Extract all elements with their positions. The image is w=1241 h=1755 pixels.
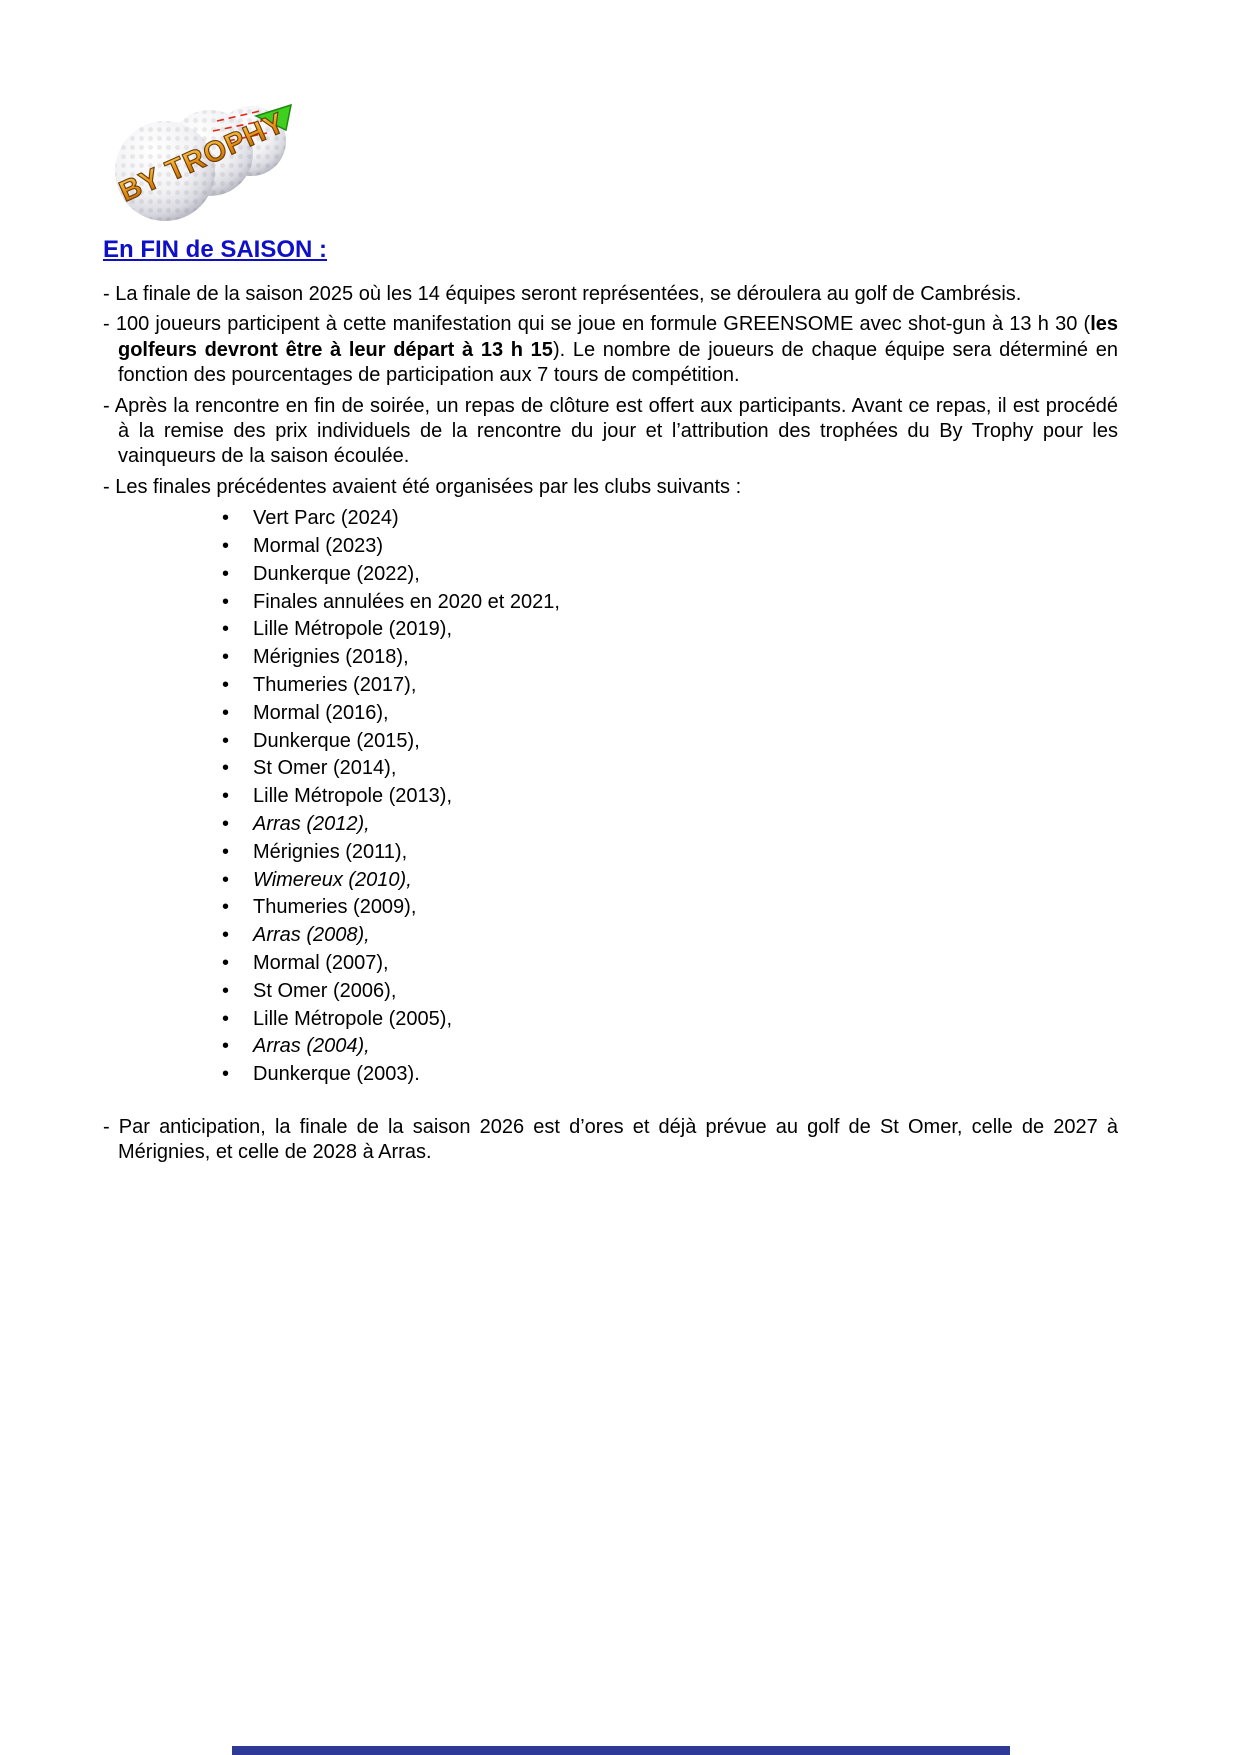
list-item-label: Lille Métropole (2005),: [253, 1007, 452, 1030]
list-item-label: Mormal (2007),: [253, 952, 389, 974]
list-item: [222, 755, 1118, 783]
bullet-icon: •: [222, 896, 230, 919]
list-item: [222, 783, 1118, 811]
list-item-label: St Omer (2006),: [253, 979, 397, 1002]
bullet-icon: •: [222, 674, 230, 697]
document-content: [103, 236, 1118, 1171]
text-run: - La finale de la saison 2025 où les 14 équipes seront représentées, se déroulera au golf de Cambrésis.: [103, 283, 1022, 305]
list-item-label: Arras (2012),: [253, 813, 370, 836]
list-item: [222, 894, 1118, 922]
bullet-icon: •: [222, 1063, 230, 1086]
text-run: - Les finales précédentes avaient été organisées par les clubs suivants :: [103, 475, 742, 498]
text-run: les golfeurs devront être à leur départ à 13 h 15: [118, 313, 1118, 361]
bullet-icon: •: [222, 757, 230, 780]
list-item-label: Dunkerque (2022),: [253, 562, 420, 585]
list-item: [222, 561, 1118, 589]
bullet-icon: •: [222, 785, 230, 808]
list-item: [222, 644, 1118, 672]
list-item-label: Thumeries (2009),: [253, 896, 417, 919]
text-run: - Par anticipation, la finale de la saison 2026 est d’ores et déjà prévue au golf de St Omer, celle de 2027 à Mérignies, et celle de 2028 à Arras.: [103, 1115, 1118, 1164]
list-item: [222, 505, 1118, 533]
bottom-bar: [232, 1746, 1010, 1755]
list-item: [222, 950, 1118, 978]
list-item-label: Vert Parc (2024): [253, 507, 399, 530]
text-run: - Après la rencontre en fin de soirée, un repas de clôture est offert aux participants. Avant ce repas, il est procédé à la remise des prix individuels de la rencontre du jour et l’attribution des trophées du By Trophy pour les vainqueurs de la saison écoulée.: [103, 394, 1118, 468]
by-trophy-logo: [110, 98, 296, 222]
bullet-icon: •: [222, 562, 230, 585]
logo-text: BY TROPHY: [114, 106, 291, 209]
paragraph-finales-precedentes: [103, 475, 1118, 500]
paragraph-anticipation: [103, 1115, 1118, 1166]
bullet-icon: •: [222, 924, 230, 947]
list-item-label: Mormal (2016),: [253, 701, 389, 724]
list-item: [222, 1061, 1118, 1089]
list-item-label: St Omer (2014),: [253, 757, 397, 780]
list-item-label: Thumeries (2017),: [253, 674, 417, 697]
bullet-icon: •: [222, 535, 230, 558]
list-item-label: Finales annulées en 2020 et 2021,: [253, 590, 560, 613]
list-item: [222, 728, 1118, 756]
list-item: [222, 533, 1118, 561]
list-item: [222, 589, 1118, 617]
list-item: [222, 811, 1118, 839]
text-run: - 100 joueurs participent à cette manifestation qui se joue en formule GREENSOME avec shot-gun à 13 h 30 (: [103, 313, 1091, 336]
bullet-icon: •: [222, 618, 230, 641]
bullet-icon: •: [222, 507, 230, 530]
list-item: [222, 839, 1118, 867]
bullet-icon: •: [222, 840, 230, 863]
list-item-label: Wimereux (2010),: [253, 868, 412, 891]
list-item-label: Mérignies (2018),: [253, 646, 409, 669]
list-item: [222, 867, 1118, 895]
paragraph-repas-cloture: [103, 394, 1118, 470]
list-item: [222, 616, 1118, 644]
paragraph-finale-2025: [103, 282, 1118, 307]
list-item: [222, 1033, 1118, 1061]
list-item: [222, 672, 1118, 700]
list-item-label: Mérignies (2011),: [253, 840, 408, 863]
list-item-label: Arras (2004),: [253, 1035, 370, 1058]
list-item: [222, 700, 1118, 728]
bullet-icon: •: [222, 646, 230, 669]
bullet-icon: •: [222, 952, 230, 974]
list-item-label: Lille Métropole (2019),: [253, 618, 452, 641]
bullet-icon: •: [222, 979, 230, 1002]
bullet-icon: •: [222, 590, 230, 613]
list-item-label: Lille Métropole (2013),: [253, 785, 452, 808]
previous-finals-list: [103, 505, 1118, 1089]
list-item: [222, 978, 1118, 1006]
bullet-icon: •: [222, 868, 230, 891]
list-item: [222, 1006, 1118, 1034]
list-item-label: Arras (2008),: [253, 924, 370, 947]
list-item-label: Dunkerque (2003).: [253, 1063, 420, 1086]
list-item: [222, 922, 1118, 950]
paragraph-greensome: [103, 312, 1118, 388]
bullet-icon: •: [222, 701, 230, 724]
list-item-label: Mormal (2023): [253, 535, 384, 558]
text-run: ). Le nombre de joueurs de chaque équipe sera déterminé en fonction des pourcentages de participation aux 7 tours de compétition.: [118, 338, 1118, 387]
bullet-icon: •: [222, 1007, 230, 1030]
list-item-label: Dunkerque (2015),: [253, 729, 420, 752]
bullet-icon: •: [222, 729, 230, 752]
bullet-icon: •: [222, 813, 230, 836]
section-heading: En FIN de SAISON :: [103, 236, 328, 263]
bullet-icon: •: [222, 1035, 230, 1058]
